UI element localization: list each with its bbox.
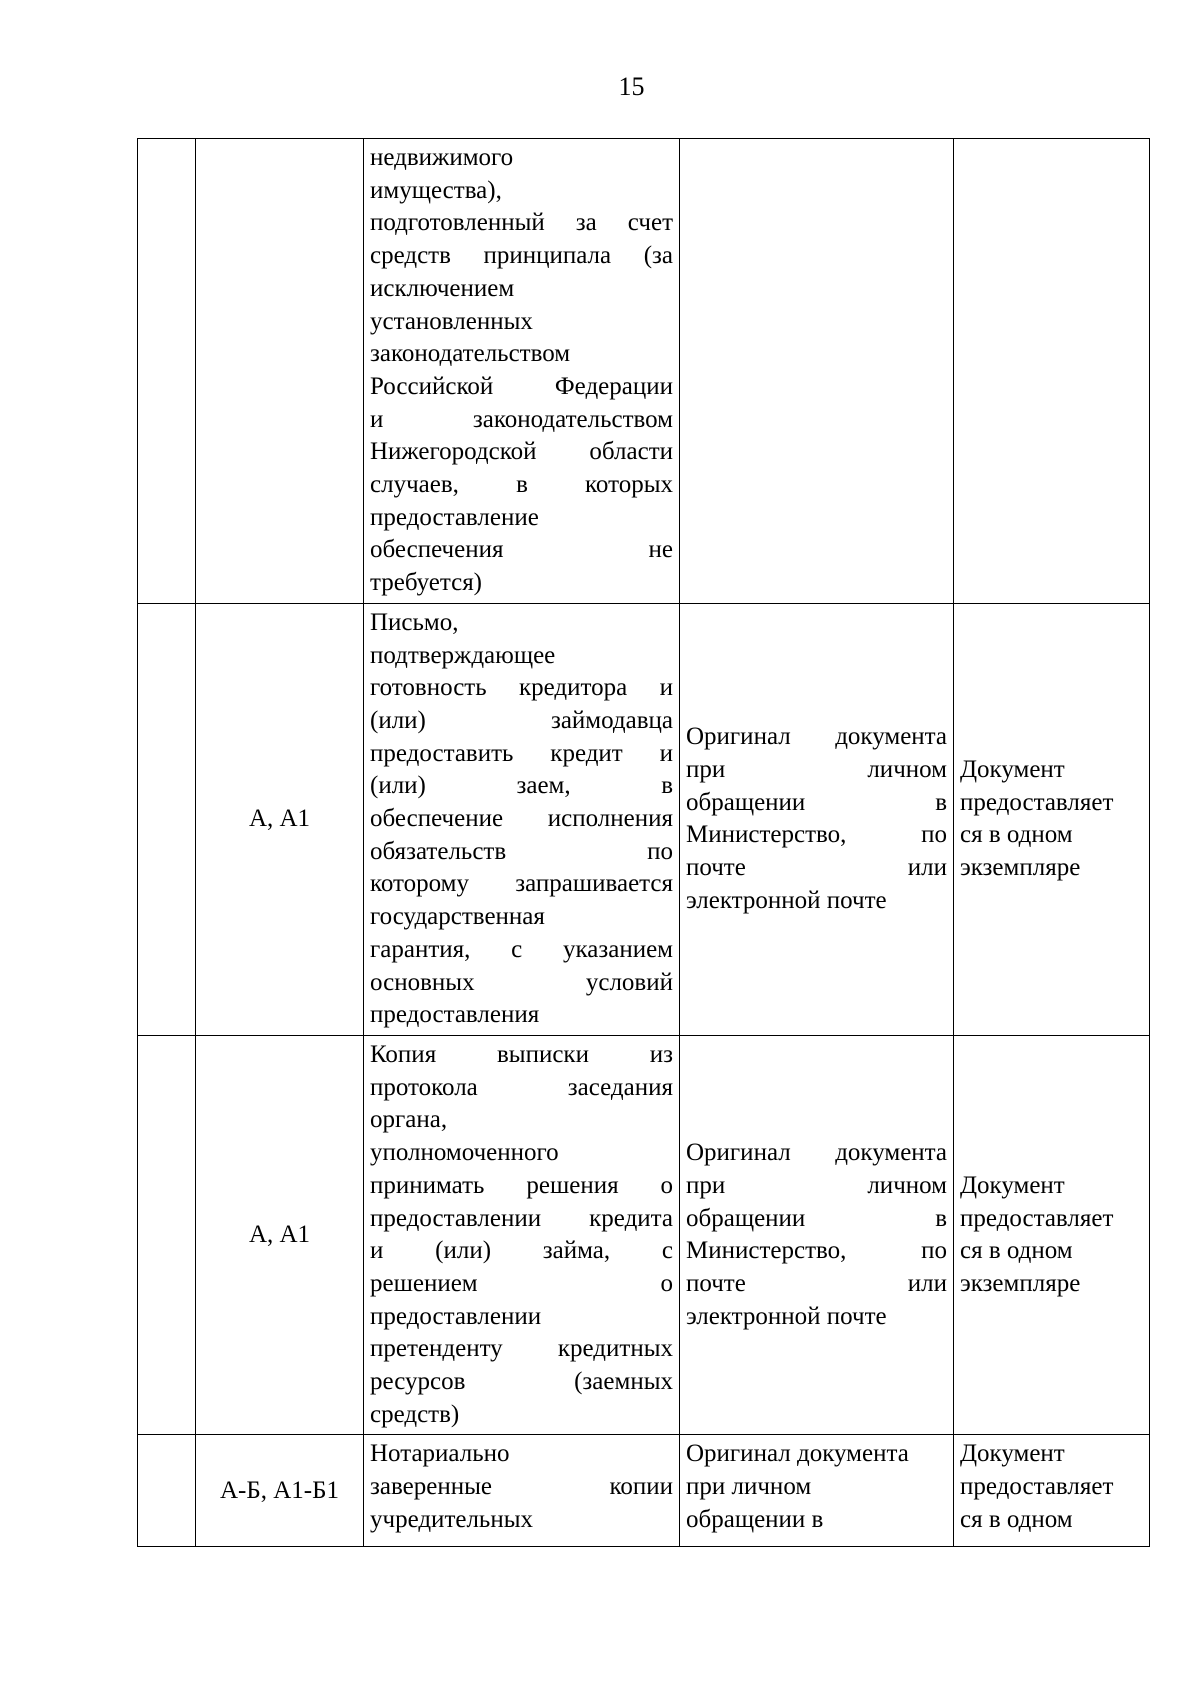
document-name-line: ресурсов (заемных (370, 1368, 673, 1396)
document-name-line: решением о (370, 1269, 673, 1297)
submission-form-line: Оригинал документа (686, 723, 947, 751)
copies-note-cell (954, 139, 1150, 604)
document-name-line: основных условий (370, 968, 673, 996)
document-name-line: Письмо, (370, 608, 459, 636)
copies-note-line: ся в одном (960, 1237, 1073, 1265)
document-name-line: предоставления (370, 1001, 540, 1029)
row-number-cell (138, 1035, 196, 1434)
document-name-line: требуется) (370, 569, 483, 597)
copies-note-line: ся в одном (960, 1505, 1073, 1533)
copies-note-line: экземпляре (960, 854, 1081, 882)
document-name-line: недвижимого (370, 144, 514, 171)
document-name-cell (364, 1435, 680, 1547)
document-name-cell (364, 1035, 680, 1434)
table-row (138, 1035, 1150, 1434)
document-name-line: имущества), (370, 176, 502, 204)
submission-form-line: почте или (686, 854, 947, 882)
document-name-line: подтверждающее (370, 641, 556, 669)
row-number-cell (138, 1435, 196, 1547)
submission-form-cell (680, 139, 954, 604)
table-body (138, 139, 1150, 1547)
document-name-line: предоставить кредит и (370, 739, 673, 767)
copies-note-line: Документ (960, 1171, 1065, 1199)
submission-form-line: обращении в (686, 1204, 947, 1232)
document-name-line: и законодательством (370, 405, 673, 433)
document-name-line: обеспечение исполнения (370, 805, 673, 833)
document-name-line: исключением (370, 274, 515, 302)
submission-form-line: электронной почте (686, 1302, 887, 1330)
row-number-cell (138, 139, 196, 604)
submission-form-line: при личном (686, 1171, 947, 1199)
copies-note-line: Документ (960, 1440, 1065, 1468)
document-name-line: предоставлении (370, 1302, 542, 1330)
document-name-line: обеспечения не (370, 536, 673, 564)
applicant-code-cell: А, А1 (196, 1035, 364, 1434)
document-name-line: подготовленный за счет (370, 209, 673, 237)
submission-form-line: электронной почте (686, 886, 887, 914)
submission-form-line: обращении в (686, 1505, 824, 1533)
applicant-code-cell: А, А1 (196, 603, 364, 1035)
document-name-line: учредительных (370, 1505, 534, 1533)
document-name-line: Российской Федерации (370, 372, 673, 400)
document-name-line: законодательством (370, 340, 571, 368)
submission-form-line: при личном (686, 756, 947, 783)
document-name-line: предоставление (370, 503, 539, 531)
document-name-line: заверенные копии (370, 1473, 673, 1501)
document-name-line: средств) (370, 1400, 460, 1428)
document-name-line: претенденту кредитных (370, 1335, 673, 1363)
document-name-cell (364, 603, 680, 1035)
document-name-line: Нижегородской области (370, 438, 673, 466)
copies-note-line: предоставляет (960, 1473, 1114, 1501)
table-row (138, 1435, 1150, 1547)
documents-table (137, 138, 1150, 1547)
applicant-code-cell: А-Б, А1-Б1 (196, 1435, 364, 1547)
document-name-line: Копия выписки из (370, 1040, 673, 1068)
copies-note-line: ся в одном (960, 821, 1073, 849)
document-name-line: предоставлении кредита (370, 1204, 673, 1232)
submission-form-cell (680, 603, 954, 1035)
submission-form-line: Оригинал документа (686, 1440, 909, 1468)
document-name-line: органа, (370, 1106, 448, 1134)
document-name-line: обязательств по (370, 837, 673, 865)
page-number: 15 (618, 72, 645, 101)
applicant-code-cell (196, 139, 364, 604)
document-name-line: (или) займодавца (370, 706, 673, 734)
document-name-cell (364, 139, 680, 604)
submission-form-cell (680, 1035, 954, 1434)
row-number-cell (138, 603, 196, 1035)
copies-note-line: Документ (960, 756, 1065, 783)
table-row (138, 603, 1150, 1035)
document-name-line: случаев, в которых (370, 471, 673, 499)
submission-form-line: обращении в (686, 788, 947, 816)
document-name-line: и (или) займа, с (370, 1237, 673, 1265)
submission-form-line: Оригинал документа (686, 1139, 947, 1167)
document-name-line: Нотариально (370, 1440, 510, 1468)
document-name-line: которому запрашивается (370, 870, 673, 898)
copies-note-line: предоставляет (960, 788, 1114, 816)
copies-note-cell (954, 1435, 1150, 1547)
copies-note-cell (954, 1035, 1150, 1434)
document-name-line: протокола заседания (370, 1073, 673, 1101)
submission-form-cell (680, 1435, 954, 1547)
document-name-line: средств принципала (за (370, 242, 673, 270)
submission-form-line: Министерство, по (686, 821, 947, 849)
document-name-line: уполномоченного (370, 1139, 559, 1167)
document-name-line: принимать решения о (370, 1171, 673, 1199)
document-name-line: готовность кредитора и (370, 674, 673, 702)
document-name-line: гарантия, с указанием (370, 935, 673, 963)
table-row (138, 139, 1150, 604)
document-name-line: (или) заем, в (370, 772, 673, 800)
document-name-line: установленных (370, 307, 533, 335)
copies-note-line: предоставляет (960, 1204, 1114, 1232)
submission-form-line: Министерство, по (686, 1237, 947, 1265)
submission-form-line: почте или (686, 1269, 947, 1297)
copies-note-cell (954, 603, 1150, 1035)
submission-form-line: при личном (686, 1473, 812, 1501)
copies-note-line: экземпляре (960, 1269, 1081, 1297)
document-name-line: государственная (370, 903, 545, 931)
